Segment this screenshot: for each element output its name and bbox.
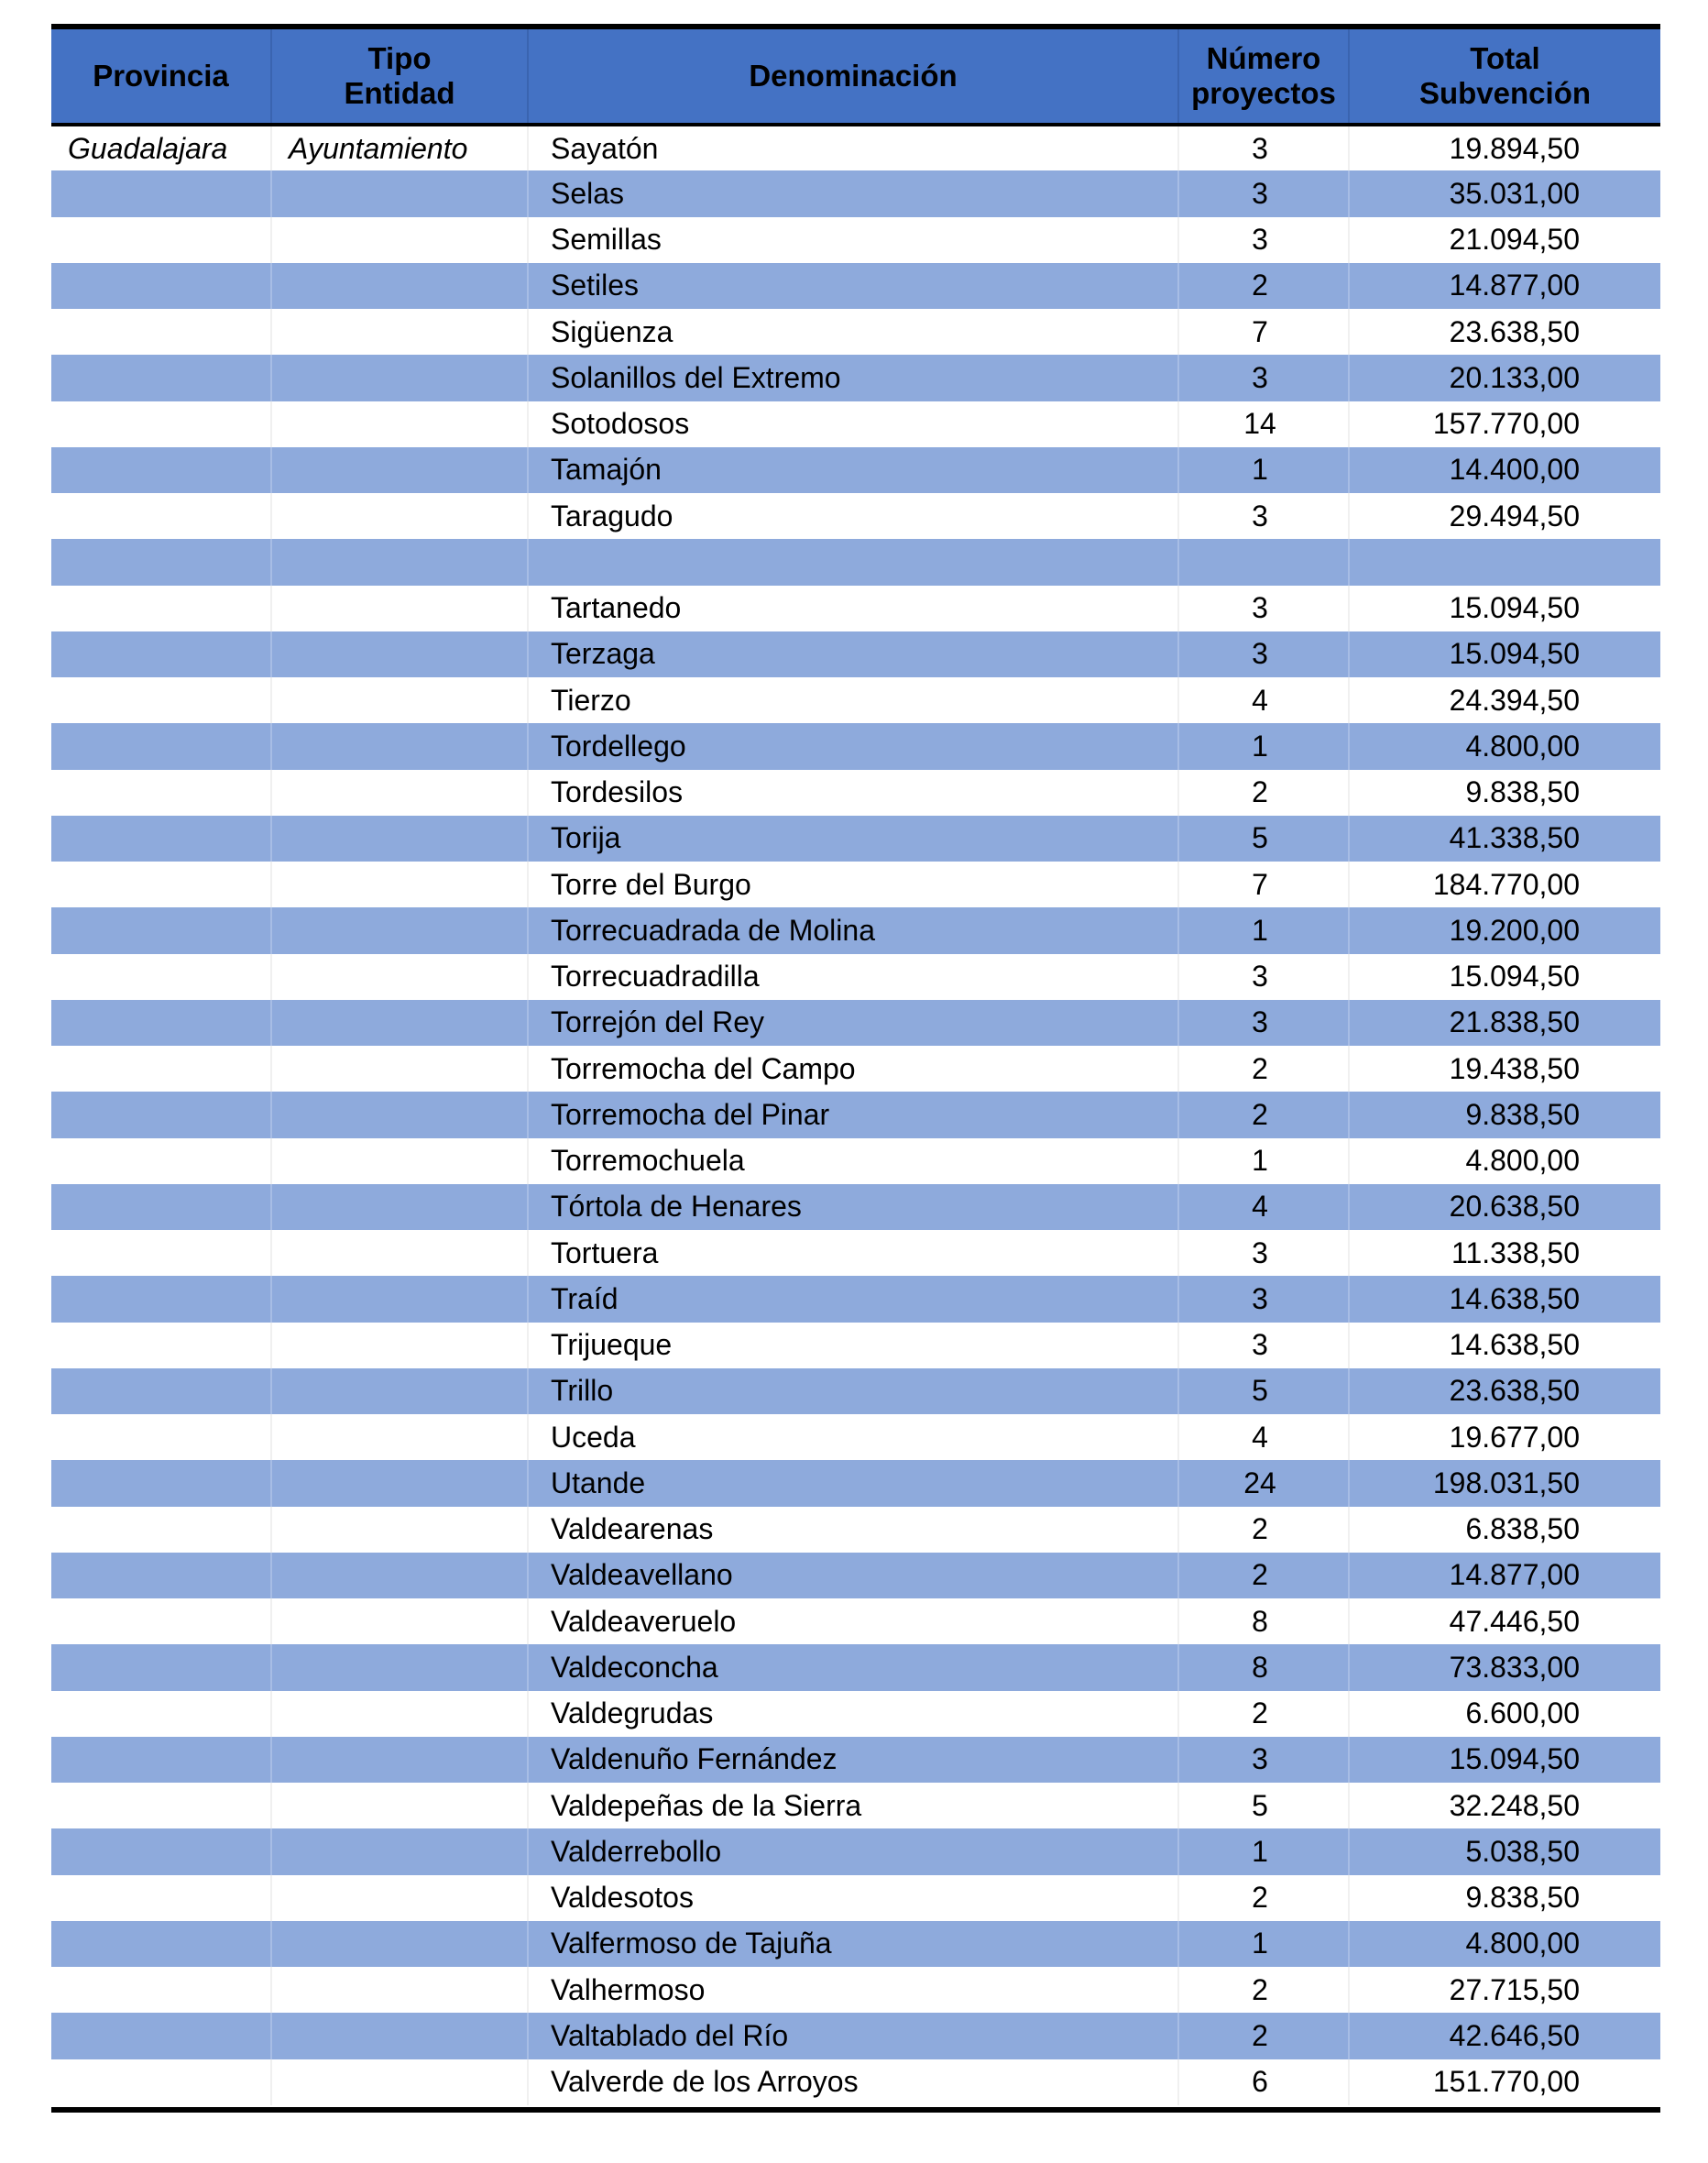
cell-tipo-entidad [271, 1000, 528, 1046]
cell-denominacion: Uceda [528, 1414, 1178, 1460]
table-row [51, 493, 1660, 539]
cell-denominacion: Valderrebollo [528, 1828, 1178, 1874]
cell-denominacion: Valdenuño Fernández [528, 1737, 1178, 1783]
cell-numero-proyectos: 5 [1178, 816, 1349, 862]
cell-provincia [51, 1691, 271, 1737]
cell-tipo-entidad [271, 1276, 528, 1322]
cell-total-subvencion: 19.200,00 [1349, 907, 1660, 953]
table-row [51, 954, 1660, 1000]
cell-provincia [51, 1000, 271, 1046]
cell-provincia [51, 1921, 271, 1967]
cell-numero-proyectos [1178, 539, 1349, 585]
cell-numero-proyectos: 1 [1178, 1921, 1349, 1967]
cell-numero-proyectos: 1 [1178, 1828, 1349, 1874]
cell-provincia [51, 1507, 271, 1553]
cell-denominacion: Sotodosos [528, 401, 1178, 447]
cell-total-subvencion: 4.800,00 [1349, 1138, 1660, 1184]
cell-tipo-entidad [271, 1368, 528, 1414]
cell-provincia [51, 862, 271, 907]
cell-denominacion: Torremocha del Pinar [528, 1092, 1178, 1137]
cell-tipo-entidad [271, 217, 528, 263]
table-row [51, 907, 1660, 953]
cell-denominacion: Terzaga [528, 631, 1178, 677]
cell-total-subvencion: 14.877,00 [1349, 263, 1660, 309]
cell-total-subvencion [1349, 539, 1660, 585]
cell-numero-proyectos: 3 [1178, 631, 1349, 677]
cell-tipo-entidad [271, 631, 528, 677]
cell-tipo-entidad [271, 1828, 528, 1874]
cell-total-subvencion: 23.638,50 [1349, 1368, 1660, 1414]
cell-total-subvencion: 14.638,50 [1349, 1323, 1660, 1368]
table-row [51, 677, 1660, 723]
cell-total-subvencion: 32.248,50 [1349, 1783, 1660, 1828]
cell-total-subvencion: 15.094,50 [1349, 586, 1660, 631]
cell-tipo-entidad [271, 1921, 528, 1967]
cell-total-subvencion: 4.800,00 [1349, 1921, 1660, 1967]
cell-provincia [51, 355, 271, 401]
cell-numero-proyectos: 1 [1178, 723, 1349, 769]
header-denominacion: Denominación [528, 29, 1178, 125]
cell-total-subvencion: 11.338,50 [1349, 1230, 1660, 1276]
cell-provincia [51, 2013, 271, 2059]
cell-denominacion: Solanillos del Extremo [528, 355, 1178, 401]
cell-numero-proyectos: 3 [1178, 954, 1349, 1000]
header-numero-proyectos: Número proyectos [1178, 29, 1349, 125]
cell-denominacion: Valtablado del Río [528, 2013, 1178, 2059]
cell-total-subvencion: 20.133,00 [1349, 355, 1660, 401]
cell-denominacion: Sayatón [528, 125, 1178, 170]
cell-tipo-entidad [271, 862, 528, 907]
subsidy-table [51, 29, 1660, 2105]
cell-total-subvencion: 157.770,00 [1349, 401, 1660, 447]
table-row [51, 816, 1660, 862]
cell-denominacion: Utande [528, 1460, 1178, 1506]
table-row [51, 723, 1660, 769]
cell-denominacion: Tortuera [528, 1230, 1178, 1276]
cell-total-subvencion: 19.438,50 [1349, 1046, 1660, 1092]
cell-tipo-entidad [271, 263, 528, 309]
cell-provincia [51, 1046, 271, 1092]
cell-provincia [51, 677, 271, 723]
cell-numero-proyectos: 1 [1178, 447, 1349, 493]
cell-denominacion: Valverde de los Arroyos [528, 2059, 1178, 2105]
cell-denominacion: Valhermoso [528, 1967, 1178, 2013]
table-row [51, 401, 1660, 447]
table-row [51, 586, 1660, 631]
cell-tipo-entidad [271, 355, 528, 401]
cell-provincia [51, 493, 271, 539]
cell-numero-proyectos: 1 [1178, 907, 1349, 953]
table-row [51, 1000, 1660, 1046]
cell-numero-proyectos: 7 [1178, 862, 1349, 907]
cell-denominacion: Traíd [528, 1276, 1178, 1322]
cell-provincia [51, 1276, 271, 1322]
cell-tipo-entidad [271, 1138, 528, 1184]
cell-total-subvencion: 27.715,50 [1349, 1967, 1660, 2013]
cell-provincia [51, 770, 271, 816]
cell-numero-proyectos: 2 [1178, 1553, 1349, 1598]
cell-denominacion: Tartanedo [528, 586, 1178, 631]
cell-total-subvencion: 73.833,00 [1349, 1644, 1660, 1690]
cell-tipo-entidad [271, 2059, 528, 2105]
cell-provincia [51, 1598, 271, 1644]
header-provincia: Provincia [51, 29, 271, 125]
cell-tipo-entidad: Ayuntamiento [271, 125, 528, 170]
cell-tipo-entidad [271, 1598, 528, 1644]
cell-provincia [51, 1875, 271, 1921]
cell-provincia [51, 723, 271, 769]
cell-tipo-entidad [271, 1460, 528, 1506]
table-row [51, 309, 1660, 355]
cell-denominacion: Tamajón [528, 447, 1178, 493]
cell-denominacion: Valfermoso de Tajuña [528, 1921, 1178, 1967]
cell-numero-proyectos: 4 [1178, 1414, 1349, 1460]
cell-tipo-entidad [271, 1967, 528, 2013]
cell-numero-proyectos: 5 [1178, 1783, 1349, 1828]
cell-tipo-entidad [271, 907, 528, 953]
table-row [51, 447, 1660, 493]
cell-numero-proyectos: 2 [1178, 1092, 1349, 1137]
cell-tipo-entidad [271, 1323, 528, 1368]
table-row [51, 862, 1660, 907]
cell-denominacion: Valdeavellano [528, 1553, 1178, 1598]
table-row [51, 539, 1660, 585]
cell-provincia [51, 907, 271, 953]
cell-tipo-entidad [271, 309, 528, 355]
cell-provincia [51, 217, 271, 263]
cell-total-subvencion: 21.838,50 [1349, 1000, 1660, 1046]
cell-provincia [51, 1230, 271, 1276]
cell-provincia [51, 539, 271, 585]
cell-total-subvencion: 15.094,50 [1349, 631, 1660, 677]
cell-tipo-entidad [271, 1875, 528, 1921]
cell-provincia [51, 1967, 271, 2013]
cell-provincia: Guadalajara [68, 131, 228, 165]
cell-provincia [51, 1460, 271, 1506]
table-row [51, 355, 1660, 401]
table-row [51, 1323, 1660, 1368]
cell-denominacion [528, 539, 1178, 585]
cell-denominacion: Taragudo [528, 493, 1178, 539]
table-row [51, 1828, 1660, 1874]
cell-provincia [51, 816, 271, 862]
cell-numero-proyectos: 3 [1178, 1737, 1349, 1783]
table-bottom-rule [51, 2107, 1660, 2113]
table-body [51, 125, 1660, 2105]
cell-total-subvencion: 14.638,50 [1349, 1276, 1660, 1322]
cell-total-subvencion: 47.446,50 [1349, 1598, 1660, 1644]
cell-tipo-entidad [271, 816, 528, 862]
table-row [51, 2013, 1660, 2059]
cell-denominacion: Sigüenza [528, 309, 1178, 355]
table-row [51, 1414, 1660, 1460]
cell-tipo-entidad [271, 447, 528, 493]
cell-denominacion: Trijueque [528, 1323, 1178, 1368]
cell-provincia [51, 1138, 271, 1184]
table-row [51, 1092, 1660, 1137]
cell-denominacion: Tordesilos [528, 770, 1178, 816]
cell-numero-proyectos: 5 [1178, 1368, 1349, 1414]
table-row [51, 1507, 1660, 1553]
table-row [51, 1967, 1660, 2013]
cell-tipo-entidad [271, 770, 528, 816]
cell-numero-proyectos: 2 [1178, 2013, 1349, 2059]
table-row [51, 217, 1660, 263]
table-row [51, 1046, 1660, 1092]
header-tipo-entidad: Tipo Entidad [271, 29, 528, 125]
table-row [51, 1737, 1660, 1783]
table-row [51, 2059, 1660, 2105]
cell-tipo-entidad [271, 677, 528, 723]
cell-total-subvencion: 41.338,50 [1349, 816, 1660, 862]
cell-provincia [51, 170, 271, 216]
cell-tipo-entidad [271, 2013, 528, 2059]
cell-numero-proyectos: 3 [1178, 170, 1349, 216]
cell-denominacion: Tierzo [528, 677, 1178, 723]
cell-provincia [51, 309, 271, 355]
cell-total-subvencion: 15.094,50 [1349, 954, 1660, 1000]
cell-tipo-entidad [271, 1092, 528, 1137]
cell-denominacion: Torija [528, 816, 1178, 862]
cell-tipo-entidad [271, 1737, 528, 1783]
cell-numero-proyectos: 3 [1178, 586, 1349, 631]
cell-denominacion: Valdepeñas de la Sierra [528, 1783, 1178, 1828]
table-row [51, 263, 1660, 309]
cell-provincia [51, 1783, 271, 1828]
cell-provincia [51, 1184, 271, 1230]
cell-tipo-entidad [271, 401, 528, 447]
cell-numero-proyectos: 3 [1178, 125, 1349, 170]
cell-numero-proyectos: 3 [1178, 1000, 1349, 1046]
cell-denominacion: Torremochuela [528, 1138, 1178, 1184]
cell-total-subvencion: 35.031,00 [1349, 170, 1660, 216]
table-row [51, 1460, 1660, 1506]
cell-provincia [51, 1092, 271, 1137]
cell-numero-proyectos: 3 [1178, 1276, 1349, 1322]
cell-total-subvencion: 9.838,50 [1349, 1092, 1660, 1137]
cell-numero-proyectos: 1 [1178, 1138, 1349, 1184]
cell-tipo-entidad [271, 493, 528, 539]
cell-tipo-entidad [271, 1507, 528, 1553]
cell-denominacion: Selas [528, 170, 1178, 216]
cell-numero-proyectos: 2 [1178, 1691, 1349, 1737]
header-row [51, 29, 1660, 125]
cell-numero-proyectos: 14 [1178, 401, 1349, 447]
table-row [51, 1783, 1660, 1828]
cell-provincia [51, 401, 271, 447]
cell-tipo-entidad [271, 723, 528, 769]
cell-denominacion: Setiles [528, 263, 1178, 309]
table-row [51, 1230, 1660, 1276]
table-row [51, 1921, 1660, 1967]
cell-numero-proyectos: 4 [1178, 677, 1349, 723]
cell-denominacion: Semillas [528, 217, 1178, 263]
cell-provincia [51, 1414, 271, 1460]
cell-numero-proyectos: 3 [1178, 217, 1349, 263]
cell-tipo-entidad [271, 1184, 528, 1230]
cell-provincia [51, 1323, 271, 1368]
cell-total-subvencion: 24.394,50 [1349, 677, 1660, 723]
cell-numero-proyectos: 2 [1178, 1875, 1349, 1921]
table-row [51, 1875, 1660, 1921]
cell-denominacion: Torremocha del Campo [528, 1046, 1178, 1092]
cell-total-subvencion: 29.494,50 [1349, 493, 1660, 539]
cell-numero-proyectos: 4 [1178, 1184, 1349, 1230]
cell-total-subvencion: 19.677,00 [1349, 1414, 1660, 1460]
cell-tipo-entidad [271, 170, 528, 216]
cell-numero-proyectos: 2 [1178, 263, 1349, 309]
cell-numero-proyectos: 3 [1178, 1230, 1349, 1276]
cell-provincia [51, 1644, 271, 1690]
table-row [51, 1276, 1660, 1322]
cell-denominacion: Valdegrudas [528, 1691, 1178, 1737]
table-row [51, 1138, 1660, 1184]
cell-denominacion: Torre del Burgo [528, 862, 1178, 907]
cell-tipo-entidad [271, 1414, 528, 1460]
subsidy-table-container [51, 24, 1660, 2113]
table-row [51, 1368, 1660, 1414]
cell-denominacion: Tórtola de Henares [528, 1184, 1178, 1230]
cell-provincia [51, 586, 271, 631]
cell-total-subvencion: 5.038,50 [1349, 1828, 1660, 1874]
cell-provincia [51, 631, 271, 677]
cell-denominacion: Valdesotos [528, 1875, 1178, 1921]
cell-denominacion: Torrejón del Rey [528, 1000, 1178, 1046]
table-row [51, 1553, 1660, 1598]
cell-total-subvencion: 19.894,50 [1349, 125, 1660, 170]
cell-tipo-entidad [271, 1553, 528, 1598]
cell-tipo-entidad [271, 1783, 528, 1828]
cell-tipo-entidad [271, 954, 528, 1000]
cell-denominacion: Torrecuadrada de Molina [528, 907, 1178, 953]
cell-numero-proyectos: 3 [1178, 355, 1349, 401]
cell-numero-proyectos: 7 [1178, 309, 1349, 355]
table-row [51, 631, 1660, 677]
cell-numero-proyectos: 8 [1178, 1644, 1349, 1690]
cell-numero-proyectos: 24 [1178, 1460, 1349, 1506]
cell-numero-proyectos: 3 [1178, 1323, 1349, 1368]
cell-total-subvencion: 6.600,00 [1349, 1691, 1660, 1737]
table-row [51, 1691, 1660, 1737]
cell-denominacion: Valdeconcha [528, 1644, 1178, 1690]
table-row [51, 1644, 1660, 1690]
cell-total-subvencion: 4.800,00 [1349, 723, 1660, 769]
cell-total-subvencion: 9.838,50 [1349, 770, 1660, 816]
table-header [51, 29, 1660, 125]
cell-total-subvencion: 23.638,50 [1349, 309, 1660, 355]
cell-total-subvencion: 42.646,50 [1349, 2013, 1660, 2059]
cell-total-subvencion: 198.031,50 [1349, 1460, 1660, 1506]
cell-provincia [51, 954, 271, 1000]
cell-total-subvencion: 14.877,00 [1349, 1553, 1660, 1598]
cell-tipo-entidad [271, 1230, 528, 1276]
cell-denominacion: Tordellego [528, 723, 1178, 769]
cell-provincia [51, 1553, 271, 1598]
cell-numero-proyectos: 2 [1178, 770, 1349, 816]
cell-tipo-entidad [271, 586, 528, 631]
cell-numero-proyectos: 6 [1178, 2059, 1349, 2105]
cell-total-subvencion: 151.770,00 [1349, 2059, 1660, 2105]
header-total-subvencion: Total Subvención [1349, 29, 1660, 125]
table-row [51, 770, 1660, 816]
cell-provincia [51, 1828, 271, 1874]
cell-provincia [51, 263, 271, 309]
cell-provincia [51, 1368, 271, 1414]
cell-total-subvencion: 20.638,50 [1349, 1184, 1660, 1230]
cell-denominacion: Trillo [528, 1368, 1178, 1414]
cell-total-subvencion: 9.838,50 [1349, 1875, 1660, 1921]
cell-total-subvencion: 21.094,50 [1349, 217, 1660, 263]
cell-numero-proyectos: 2 [1178, 1967, 1349, 2013]
cell-provincia [51, 1737, 271, 1783]
cell-total-subvencion: 6.838,50 [1349, 1507, 1660, 1553]
table-row [51, 170, 1660, 216]
cell-numero-proyectos: 3 [1178, 493, 1349, 539]
cell-total-subvencion: 14.400,00 [1349, 447, 1660, 493]
table-row [51, 1598, 1660, 1644]
cell-denominacion: Torrecuadradilla [528, 954, 1178, 1000]
cell-tipo-entidad [271, 1691, 528, 1737]
cell-denominacion: Valdeaveruelo [528, 1598, 1178, 1644]
cell-numero-proyectos: 2 [1178, 1046, 1349, 1092]
table-row [51, 125, 1660, 170]
cell-provincia [51, 447, 271, 493]
cell-numero-proyectos: 2 [1178, 1507, 1349, 1553]
cell-total-subvencion: 184.770,00 [1349, 862, 1660, 907]
cell-numero-proyectos: 8 [1178, 1598, 1349, 1644]
cell-provincia [51, 2059, 271, 2105]
table-row [51, 1184, 1660, 1230]
cell-tipo-entidad [271, 1046, 528, 1092]
cell-total-subvencion: 15.094,50 [1349, 1737, 1660, 1783]
cell-denominacion: Valdearenas [528, 1507, 1178, 1553]
cell-tipo-entidad [271, 539, 528, 585]
cell-tipo-entidad [271, 1644, 528, 1690]
